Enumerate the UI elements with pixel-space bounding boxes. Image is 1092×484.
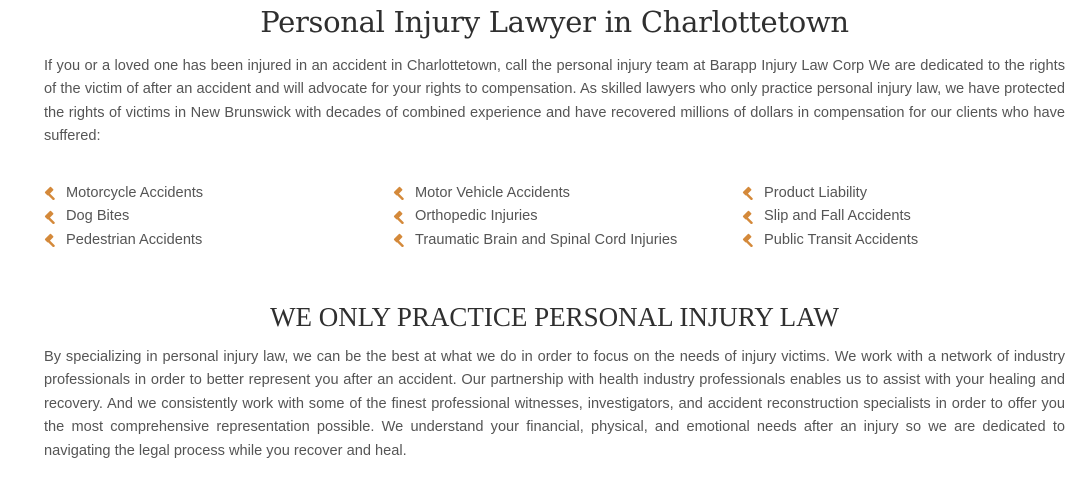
practice-area-item [742, 205, 1065, 229]
gavel-icon [393, 185, 408, 200]
practice-areas-list [44, 181, 1065, 252]
practice-area-label: Motor Vehicle Accidents [415, 184, 570, 201]
practice-areas-column-1 [44, 181, 393, 252]
gavel-icon [44, 232, 59, 247]
practice-area-item [393, 228, 742, 252]
practice-area-label: Slip and Fall Accidents [764, 208, 911, 225]
section-heading: WE ONLY PRACTICE PERSONAL INJURY LAW [270, 302, 839, 332]
gavel-icon [393, 209, 408, 224]
practice-area-label: Motorcycle Accidents [66, 184, 204, 201]
practice-area-label: Dog Bites [66, 208, 130, 225]
gavel-icon [742, 185, 757, 200]
intro-paragraph: If you or a loved one has been injured in an accident in Charlottetown, call the personal injury team at Barapp Injury Law Corp We are dedicated to the rights of the victim of after an accident and will advocate for your rights to compensation. As skilled lawyers who only practice personal injury law, we have protected the rights of victims in New Brunswick with decades of combined experience and have recovered millions of dollars in compensation for our clients who have suffered: [44, 58, 1065, 145]
gavel-icon [44, 209, 59, 224]
practice-area-item [44, 228, 393, 252]
practice-area-item [393, 205, 742, 229]
practice-area-label: Pedestrian Accidents [66, 231, 203, 248]
practice-areas-column-3 [742, 181, 1065, 252]
practice-area-item [742, 228, 1065, 252]
gavel-icon [742, 209, 757, 224]
practice-area-label: Product Liability [764, 184, 868, 201]
practice-area-item [393, 181, 742, 205]
section-paragraph: By specializing in personal injury law, we can be the best at what we do in order to focus on the needs of injury victims. We work with a network of industry professionals in order to better represent you after an accident. Our partnership with health industry professionals enables us to assist with your healing and recovery. And we consistently work with some of the finest professional witnesses, investigators, and accident reconstruction specialists in order to offer you the most comprehensive representation possible. We understand your financial, physical, and emotional needs after an injury so we are dedicated to navigating the legal process while you recover and heal. [44, 349, 1065, 459]
practice-area-label: Traumatic Brain and Spinal Cord Injuries [415, 231, 678, 248]
practice-area-item [44, 181, 393, 205]
practice-areas-column-2 [393, 181, 742, 252]
practice-area-label: Public Transit Accidents [764, 231, 919, 248]
gavel-icon [44, 185, 59, 200]
page-title: Personal Injury Lawyer in Charlottetown [260, 5, 849, 39]
practice-area-item [742, 181, 1065, 205]
gavel-icon [742, 232, 757, 247]
practice-area-item [44, 205, 393, 229]
gavel-icon [393, 232, 408, 247]
practice-area-label: Orthopedic Injuries [415, 208, 538, 225]
